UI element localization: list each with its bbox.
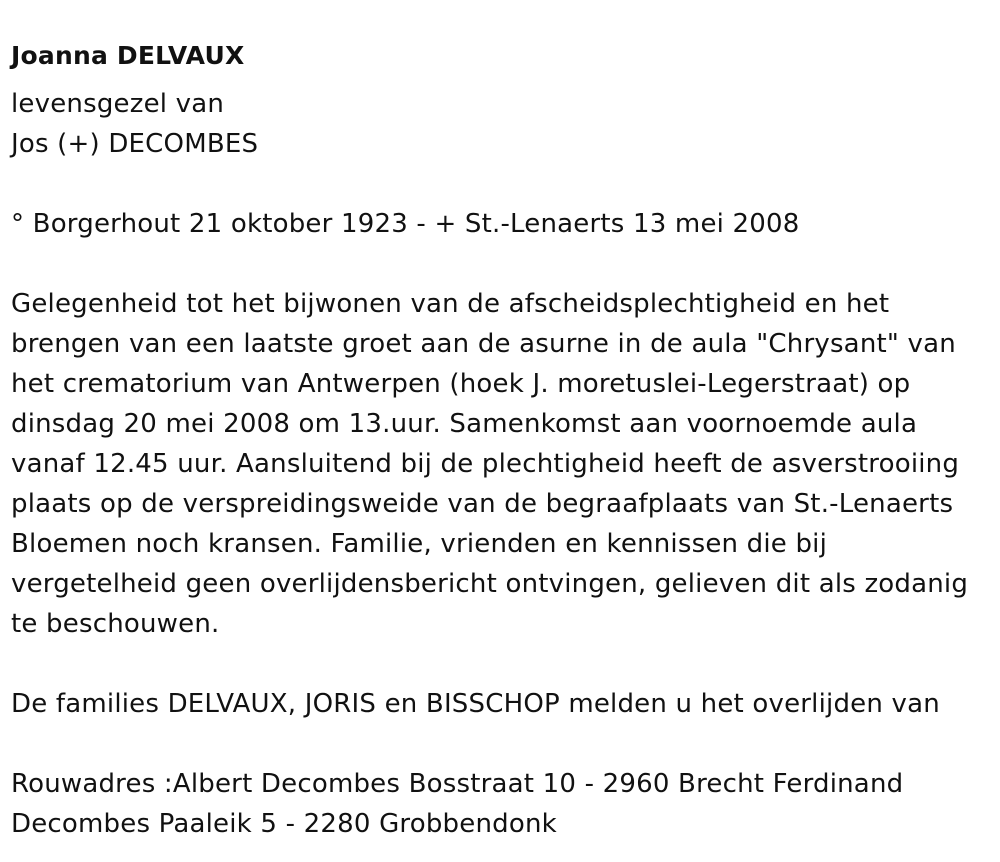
mourning-address [11, 764, 986, 844]
ceremony-line: dinsdag 20 mei 2008 om 13.uur. Samenkomst aan voornoemde aula [11, 409, 918, 439]
spacer [11, 644, 986, 684]
ceremony-line: Gelegenheid tot het bijwonen van de afscheidsplechtigheid en het [11, 289, 890, 319]
ceremony-line: het crematorium van Antwerpen (hoek J. moretuslei-Legerstraat) op [11, 369, 911, 399]
ceremony-line: plaats op de verspreidingsweide van de begraafplaats van St.-Lenaerts [11, 489, 954, 519]
birth-death-dates: ° Borgerhout 21 oktober 1923 - + St.-Lenaerts 13 mei 2008 [11, 209, 800, 239]
address-line: Rouwadres :Albert Decombes Bosstraat 10 - 2960 Brecht Ferdinand [11, 769, 904, 799]
partner-name: Jos (+) DECOMBES [11, 129, 259, 159]
relation-text: levensgezel van [11, 89, 225, 119]
families-announcement: De families DELVAUX, JORIS en BISSCHOP melden u het overlijden van [11, 689, 940, 719]
deceased-name: Joanna DELVAUX [11, 41, 245, 70]
ceremony-line: vanaf 12.45 uur. Aansluitend bij de plechtigheid heeft de asverstrooiing [11, 449, 960, 479]
address-line: Decombes Paaleik 5 - 2280 Grobbendonk [11, 809, 557, 839]
ceremony-line: brengen van een laatste groet aan de asurne in de aula "Chrysant" van [11, 329, 956, 359]
ceremony-line: vergetelheid geen overlijdensbericht ontvingen, gelieven dit als zodanig [11, 569, 969, 599]
ceremony-paragraph [11, 284, 986, 644]
ceremony-line: Bloemen noch kransen. Familie, vrienden en kennissen die bij [11, 529, 828, 559]
obituary-notice [11, 38, 986, 844]
spacer [11, 164, 986, 204]
spacer [11, 724, 986, 764]
spacer [11, 244, 986, 284]
ceremony-line: te beschouwen. [11, 609, 220, 639]
